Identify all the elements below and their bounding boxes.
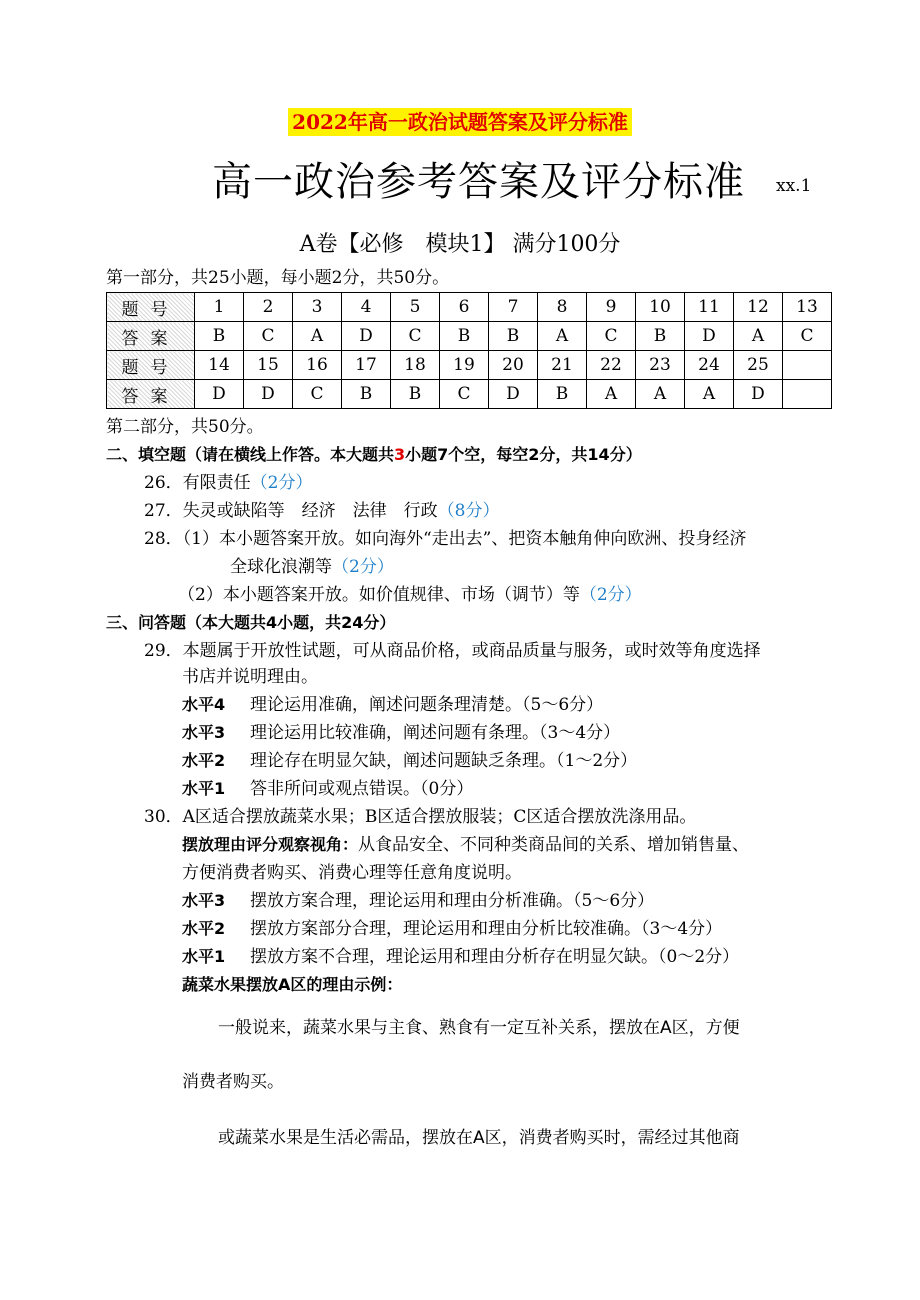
q27-score: （8分） <box>437 501 500 521</box>
q29-level <box>182 749 637 773</box>
answer-cell: B <box>636 322 685 351</box>
table-row <box>107 293 832 322</box>
section2-heading-num: 3 <box>394 445 406 464</box>
q28-1-line2 <box>230 555 394 579</box>
question-number-cell: 8 <box>538 293 587 322</box>
answer-cell: D <box>342 322 391 351</box>
answer-cell: C <box>293 380 342 409</box>
answer-cell: D <box>489 380 538 409</box>
q28-1-line1: 28．（1）本小题答案开放。如向海外“走出去”、把资本触角伸向欧洲、投身经济 <box>144 529 747 549</box>
question-number-cell: 1 <box>195 293 244 322</box>
question-number-cell: 10 <box>636 293 685 322</box>
question-number-cell: 25 <box>734 351 783 380</box>
example-paragraph1-line1: 一般说来，蔬菜水果与主食、熟食有一定互补关系，摆放在A区，方便 <box>218 1018 740 1038</box>
question-number-cell: 14 <box>195 351 244 380</box>
part2-label: 第二部分，共50分。 <box>106 417 264 437</box>
answer-cell: B <box>342 380 391 409</box>
answer-cell: A <box>685 380 734 409</box>
answer-cell: C <box>587 322 636 351</box>
question-number-cell: 5 <box>391 293 440 322</box>
question-number-cell: 9 <box>587 293 636 322</box>
question-number-cell: 11 <box>685 293 734 322</box>
q30-level <box>182 917 722 941</box>
level-label: 水平2 <box>182 751 226 770</box>
q28-2-text: （2）本小题答案开放。如价值规律、市场（调节）等 <box>178 585 580 605</box>
level-text: 答非所问或观点错误。（0分） <box>250 779 474 799</box>
answer-cell: C <box>440 380 489 409</box>
q27-line <box>144 499 499 523</box>
section-a-title: A卷【必修 模块1】 满分100分 <box>299 232 621 257</box>
table-row <box>107 351 832 380</box>
level-label: 水平2 <box>182 919 226 938</box>
answer-cell: C <box>244 322 293 351</box>
q30-criteria-line2: 方便消费者购买、消费心理等任意角度说明。 <box>182 863 522 883</box>
main-title: 高一政治参考答案及评分标准 <box>212 159 745 205</box>
question-number-cell: 21 <box>538 351 587 380</box>
q30-criteria-bold: 摆放理由评分观察视角： <box>182 835 359 854</box>
question-header-cell: 题号 <box>107 351 195 380</box>
question-number-cell: 15 <box>244 351 293 380</box>
answer-cell: A <box>538 322 587 351</box>
q29-line1: 29．本题属于开放性试题，可从商品价格，或商品质量与服务，或时效等角度选择 <box>144 641 761 661</box>
level-label: 水平1 <box>182 779 226 798</box>
question-header-cell: 题号 <box>107 293 195 322</box>
level-label: 水平3 <box>182 723 226 742</box>
q29-level <box>182 721 620 745</box>
question-number-cell: 19 <box>440 351 489 380</box>
question-number-cell: 13 <box>783 293 832 322</box>
answer-table <box>106 292 832 409</box>
answer-cell: D <box>734 380 783 409</box>
q28-2-line <box>178 583 642 607</box>
title-date: xx.1 <box>776 176 812 196</box>
q29-level <box>182 693 603 717</box>
answer-cell: D <box>685 322 734 351</box>
part1-label: 第一部分，共25小题，每小题2分，共50分。 <box>106 268 450 288</box>
question-number-cell: 20 <box>489 351 538 380</box>
section2-heading-post: 小题7个空，每空2分，共14分） <box>405 445 642 464</box>
q26-score: （2分） <box>250 473 313 493</box>
question-number-cell: 4 <box>342 293 391 322</box>
q28-2-score: （2分） <box>579 585 642 605</box>
answer-header-cell: 答案 <box>107 322 195 351</box>
answer-cell: B <box>440 322 489 351</box>
level-text: 摆放方案不合理，理论运用和理由分析存在明显欠缺。（0～2分） <box>250 947 740 967</box>
question-number-cell: 24 <box>685 351 734 380</box>
level-label: 水平3 <box>182 891 226 910</box>
answer-cell: A <box>293 322 342 351</box>
level-text: 理论运用准确，阐述问题条理清楚。（5～6分） <box>250 695 604 715</box>
level-text: 摆放方案部分合理，理论运用和理由分析比较准确。（3～4分） <box>250 919 723 939</box>
question-number-cell: 6 <box>440 293 489 322</box>
question-number-cell: 12 <box>734 293 783 322</box>
q26-text: 26．有限责任 <box>144 473 251 493</box>
level-label: 水平1 <box>182 947 226 966</box>
q29-level <box>182 777 473 801</box>
answer-cell: B <box>489 322 538 351</box>
answer-cell: C <box>391 322 440 351</box>
q27-text: 27．失灵或缺陷等 经济 法律 行政 <box>144 501 438 521</box>
q30-criteria-rest: 从食品安全、不同种类商品间的关系、增加销售量、 <box>358 835 750 855</box>
answer-cell: C <box>783 322 832 351</box>
document-top-title <box>0 108 920 136</box>
section2-heading <box>106 443 642 467</box>
answer-cell: A <box>587 380 636 409</box>
level-label: 水平4 <box>182 695 226 714</box>
q30-level <box>182 945 739 969</box>
example-paragraph1-line2: 消费者购买。 <box>182 1072 284 1092</box>
question-number-cell: 18 <box>391 351 440 380</box>
section2-heading-pre: 二、填空题（请在横线上作答。本大题共 <box>106 445 395 464</box>
example-paragraph2-line1: 或蔬菜水果是生活必需品，摆放在A区，消费者购买时，需经过其他商 <box>218 1128 740 1148</box>
question-number-cell: 7 <box>489 293 538 322</box>
level-text: 理论运用比较准确，阐述问题有条理。（3～4分） <box>250 723 621 743</box>
q30-criteria-line1 <box>182 833 749 857</box>
table-row <box>107 380 832 409</box>
empty-cell <box>783 351 832 380</box>
answer-cell: D <box>195 380 244 409</box>
answer-cell: B <box>538 380 587 409</box>
question-number-cell: 17 <box>342 351 391 380</box>
answer-cell: B <box>391 380 440 409</box>
q28-1-text2: 全球化浪潮等 <box>230 557 332 577</box>
level-text: 摆放方案合理，理论运用和理由分析准确。（5～6分） <box>250 891 655 911</box>
q29-line2: 书店并说明理由。 <box>182 667 318 687</box>
question-number-cell: 3 <box>293 293 342 322</box>
q28-1-score: （2分） <box>332 557 394 577</box>
question-number-cell: 23 <box>636 351 685 380</box>
highlighted-title: 2022年高一政治试题答案及评分标准 <box>288 108 632 136</box>
question-number-cell: 2 <box>244 293 293 322</box>
answer-header-cell: 答案 <box>107 380 195 409</box>
q30-line1: 30．A区适合摆放蔬菜水果；B区适合摆放服装；C区适合摆放洗涤用品。 <box>144 807 697 827</box>
empty-cell <box>783 380 832 409</box>
table-row <box>107 322 832 351</box>
level-text: 理论存在明显欠缺，阐述问题缺乏条理。（1～2分） <box>250 751 638 771</box>
answer-cell: A <box>636 380 685 409</box>
question-number-cell: 16 <box>293 351 342 380</box>
answer-cell: A <box>734 322 783 351</box>
question-number-cell: 22 <box>587 351 636 380</box>
section3-heading: 三、问答题（本大题共4小题，共24分） <box>106 613 396 632</box>
q30-level <box>182 889 654 913</box>
example-heading: 蔬菜水果摆放A区的理由示例： <box>182 975 403 994</box>
q26-line <box>144 471 312 495</box>
answer-cell: D <box>244 380 293 409</box>
answer-cell: B <box>195 322 244 351</box>
